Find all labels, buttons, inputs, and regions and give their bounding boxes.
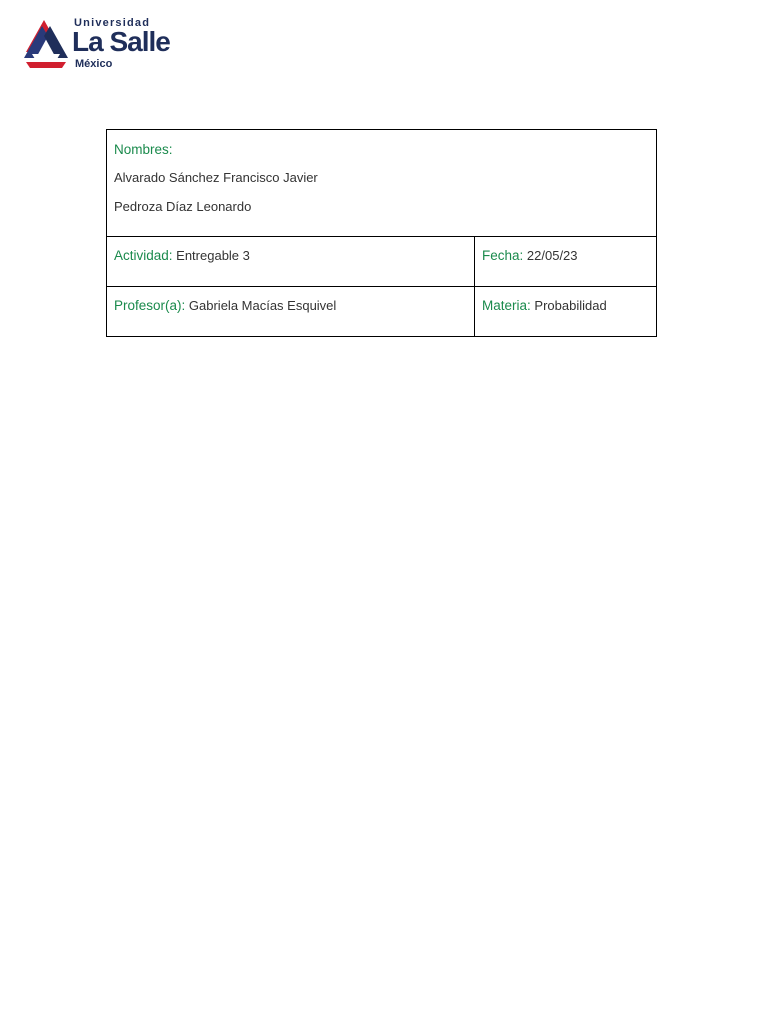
date-label: Fecha: — [482, 248, 524, 263]
la-salle-star-icon — [22, 18, 70, 68]
student-name-1: Alvarado Sánchez Francisco Javier — [114, 170, 318, 185]
logo-text-la-salle: La Salle — [72, 26, 170, 57]
date-cell — [475, 237, 657, 287]
cover-info-table — [106, 129, 657, 337]
activity-value: Entregable 3 — [176, 248, 250, 263]
activity-row — [107, 237, 657, 287]
activity-cell — [107, 237, 475, 287]
teacher-cell — [107, 287, 475, 337]
logo-text-universidad: Universidad — [74, 17, 151, 29]
activity-label: Actividad: — [114, 248, 173, 263]
teacher-row — [107, 287, 657, 337]
subject-value: Probabilidad — [534, 298, 607, 313]
teacher-label: Profesor(a): — [114, 298, 186, 313]
date-value: 22/05/23 — [526, 248, 578, 263]
teacher-value: Gabriela Macías Esquivel — [188, 298, 337, 313]
subject-label: Materia: — [482, 298, 531, 313]
names-row — [107, 130, 657, 237]
university-logo — [22, 16, 172, 72]
student-name-2: Pedroza Díaz Leonardo — [114, 199, 252, 214]
logo-text-mexico: México — [75, 58, 113, 70]
names-label: Nombres: — [114, 142, 173, 157]
names-cell — [107, 130, 657, 237]
subject-cell — [475, 287, 657, 337]
